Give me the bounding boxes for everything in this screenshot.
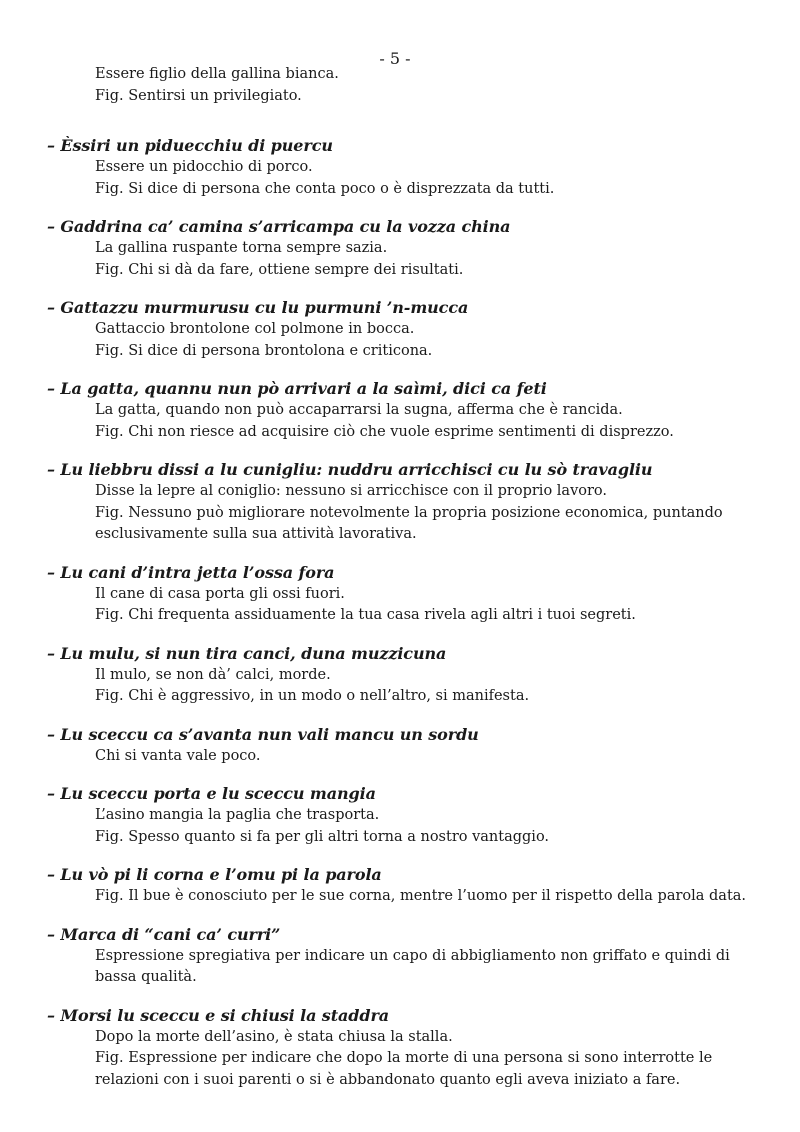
explanation-line: Essere un pidocchio di porco.	[95, 159, 313, 175]
proverb-explanation	[47, 946, 766, 989]
explanation-line: Il cane di casa porta gli ossi fuori.	[95, 585, 345, 602]
proverb-heading: – Marca di “cani ca’ curri”	[47, 924, 281, 944]
proverb-explanation	[47, 805, 766, 848]
proverb-heading: – Lu cani d’intra jetta l’ossa fora	[47, 562, 335, 582]
explanation-line: Fig. Chi non riesce ad acquisire ciò che vuole esprime sentimenti di disprezzo.	[95, 423, 674, 440]
proverb-explanation	[47, 746, 766, 768]
proverb-explanation	[47, 238, 766, 281]
proverb-entry	[47, 923, 766, 989]
explanation-line: Fig. Chi frequenta assiduamente la tua casa rivela agli altri i tuoi segreti.	[95, 607, 636, 623]
intro-line: Essere figlio della gallina bianca.	[95, 66, 339, 82]
explanation-line: Espressione spregiativa per indicare un capo di abbigliamento non griffato e quindi di bassa qualità.	[95, 947, 730, 985]
explanation-line: Fig. Chi si dà da fare, ottiene sempre dei risultati.	[95, 261, 464, 278]
proverb-explanation	[47, 157, 766, 200]
proverb-heading: – Lu vò pi li corna e l’omu pi la parola	[47, 865, 382, 884]
proverb-explanation	[47, 400, 766, 443]
proverb-explanation	[47, 1027, 766, 1092]
explanation-line: Fig. Si dice di persona brontolona e criticona.	[95, 342, 433, 359]
proverb-entry	[47, 561, 766, 627]
page-number: - 5 -	[379, 49, 411, 68]
explanation-line: L’asino mangia la paglia che trasporta.	[95, 807, 380, 823]
proverb-entry	[47, 1004, 766, 1092]
explanation-line: Fig. Si dice di persona che conta poco o è disprezzata da tutti.	[95, 180, 555, 197]
explanation-line: Dopo la morte dell’asino, è stata chiusa la stalla.	[95, 1028, 453, 1045]
explanation-line: Fig. Il bue è conosciuto per le sue corna, mentre l’uomo per il rispetto della parola data.	[95, 888, 747, 904]
proverb-entry	[47, 863, 766, 908]
proverb-entry	[47, 458, 766, 546]
intro-line: Fig. Sentirsi un privilegiato.	[95, 87, 302, 104]
proverb-heading: – Èssiri un piduecchiu di puercu	[47, 136, 333, 155]
proverb-explanation	[47, 319, 766, 362]
explanation-line: Il mulo, se non dà’ calci, morde.	[95, 666, 331, 683]
proverb-heading: – Lu mulu, si nun tira canci, duna muzzicuna	[47, 643, 447, 663]
proverb-heading: – La gatta, quannu nun pò arrivari a la saìmi, dici ca feti	[47, 379, 547, 398]
proverb-entry	[47, 782, 766, 848]
proverb-heading: – Morsi lu sceccu e si chiusi la staddra	[47, 1005, 390, 1025]
proverb-entry	[47, 723, 766, 768]
proverb-heading: – Lu sceccu ca s’avanta nun vali mancu un sordu	[47, 724, 479, 744]
proverb-entry	[47, 296, 766, 362]
explanation-line: Fig. Espressione per indicare che dopo la morte di una persona si sono interrotte le relazioni con i suoi parenti o si è abbandonato quanto egli aveva iniziato a fare.	[95, 1050, 713, 1088]
explanation-line: Fig. Chi è aggressivo, in un modo o nell’altro, si manifesta.	[95, 688, 530, 704]
explanation-line: Disse la lepre al coniglio: nessuno si arricchisce con il proprio lavoro.	[95, 483, 608, 499]
explanation-line: La gallina ruspante torna sempre sazia.	[95, 240, 388, 256]
proverb-entry	[47, 642, 766, 708]
proverb-explanation	[47, 584, 766, 627]
intro-continuation	[95, 64, 760, 107]
proverb-entry	[47, 134, 766, 200]
proverb-list	[47, 134, 766, 1106]
proverb-heading: – Lu liebbru dissi a lu cunigliu: nuddru arricchisci cu lu sò travagliu	[47, 460, 653, 479]
explanation-line: La gatta, quando non può accaparrarsi la sugna, afferma che è rancida.	[95, 402, 623, 418]
explanation-line: Gattaccio brontolone col polmone in bocca.	[95, 321, 415, 337]
proverb-explanation	[47, 481, 766, 546]
proverb-heading: – Gattazzu murmurusu cu lu purmuni ’n-mucca	[47, 298, 469, 317]
proverb-heading: – Lu sceccu porta e lu sceccu mangia	[47, 784, 376, 803]
proverb-explanation	[47, 665, 766, 708]
proverb-entry	[47, 215, 766, 281]
proverb-heading: – Gaddrina ca’ camina s’arricampa cu la vozza china	[47, 217, 511, 236]
proverb-explanation	[47, 886, 766, 908]
explanation-line: Fig. Spesso quanto si fa per gli altri torna a nostro vantaggio.	[95, 828, 550, 845]
explanation-line: Chi si vanta vale poco.	[95, 747, 261, 764]
explanation-line: Fig. Nessuno può migliorare notevolmente la propria posizione economica, puntando esclusivamente sulla sua attività lavorativa.	[95, 504, 723, 542]
proverb-entry	[47, 377, 766, 443]
